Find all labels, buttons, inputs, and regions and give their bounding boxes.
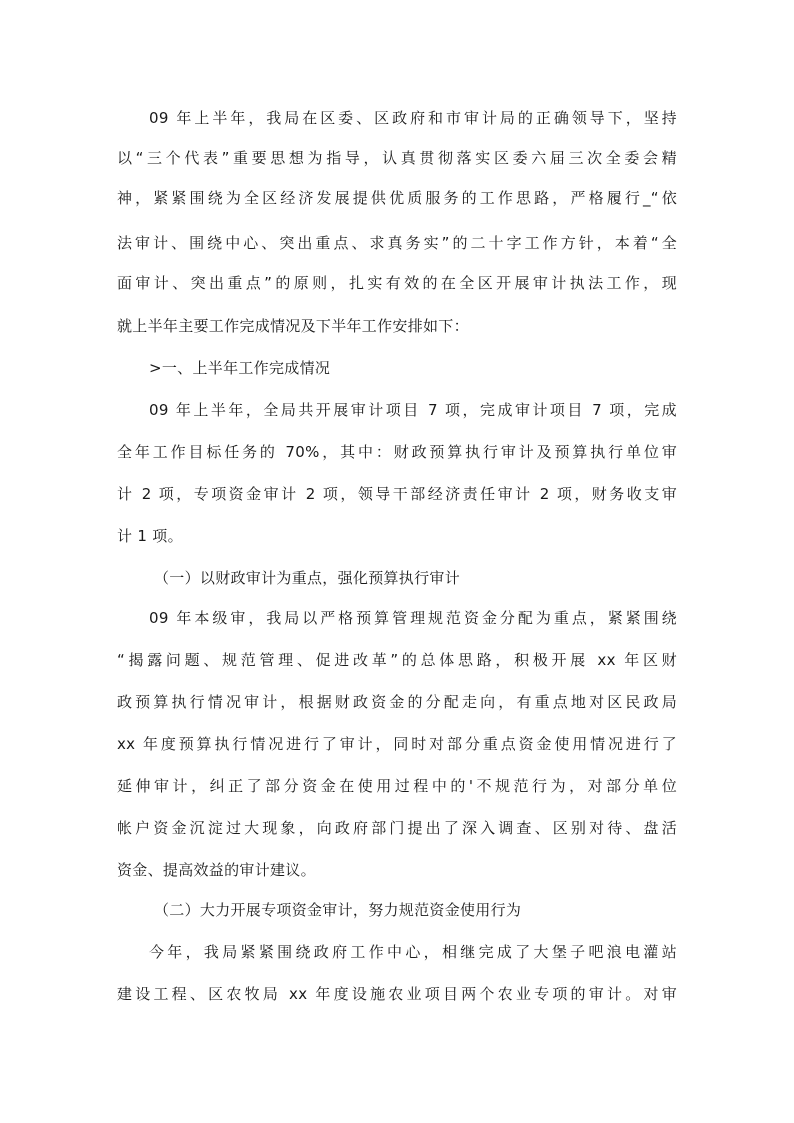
intro-line-3: 神，紧紧围绕为全区经济发展提供优质服务的工作思路，严格履行_“依 [117,189,677,207]
intro-line-6: 就上半年主要工作完成情况及下半年工作安排如下： [117,317,469,335]
sub1-line-1: 09 年本级审，我局以严格预算管理规范资金分配为重点，紧紧围绕 [149,609,677,627]
sub1-line-5: 延伸审计，纠正了部分资金在使用过程中的'不规范行为，对部分单位 [117,777,677,795]
sub2-line-2: 建设工程、区农牧局 xx 年度设施农业项目两个农业专项的审计。对审 [117,985,677,1003]
intro-line-5: 面审计、突出重点”的原则，扎实有效的在全区开展审计执法工作，现 [117,274,677,292]
subsection-heading-2: （二）大力开展专项资金审计，努力规范资金使用行为 [154,901,522,919]
section1-line-3: 计 2 项，专项资金审计 2 项，领导干部经济责任审计 2 项，财务收支审 [117,485,677,503]
sub1-line-7: 资金、提高效益的审计建议。 [117,861,316,879]
sub1-line-6: 帐户资金沉淀过大现象，向政府部门提出了深入调查、区别对待、盘活 [117,819,677,837]
section-heading-1: >一、上半年工作完成情况 [149,359,331,377]
sub1-line-2: “揭露问题、规范管理、促进改革”的总体思路，积极开展 xx 年区财 [117,651,677,669]
subsection-heading-1: （一）以财政审计为重点，强化预算执行审计 [154,569,461,587]
section1-line-2: 全年工作目标任务的 70%，其中：财政预算执行审计及预算执行单位审 [117,443,677,461]
intro-line-2: 以“三个代表”重要思想为指导，认真贯彻落实区委六届三次全委会精 [117,149,677,167]
sub1-line-4: xx 年度预算执行情况进行了审计，同时对部分重点资金使用情况进行了 [117,735,677,753]
sub1-line-3: 政预算执行情况审计，根据财政资金的分配走向，有重点地对区民政局 [117,693,677,711]
sub2-line-1: 今年，我局紧紧围绕政府工作中心，相继完成了大堡子吧浪电灌站 [149,943,677,961]
intro-line-4: 法审计、围绕中心、突出重点、求真务实”的二十字工作方针，本着“全 [117,234,677,252]
section1-line-4: 计 1 项。 [117,527,183,545]
section1-line-1: 09 年上半年，全局共开展审计项目 7 项，完成审计项目 7 项，完成 [149,401,677,419]
intro-line-1: 09 年上半年，我局在区委、区政府和市审计局的正确领导下，坚持 [149,109,677,127]
